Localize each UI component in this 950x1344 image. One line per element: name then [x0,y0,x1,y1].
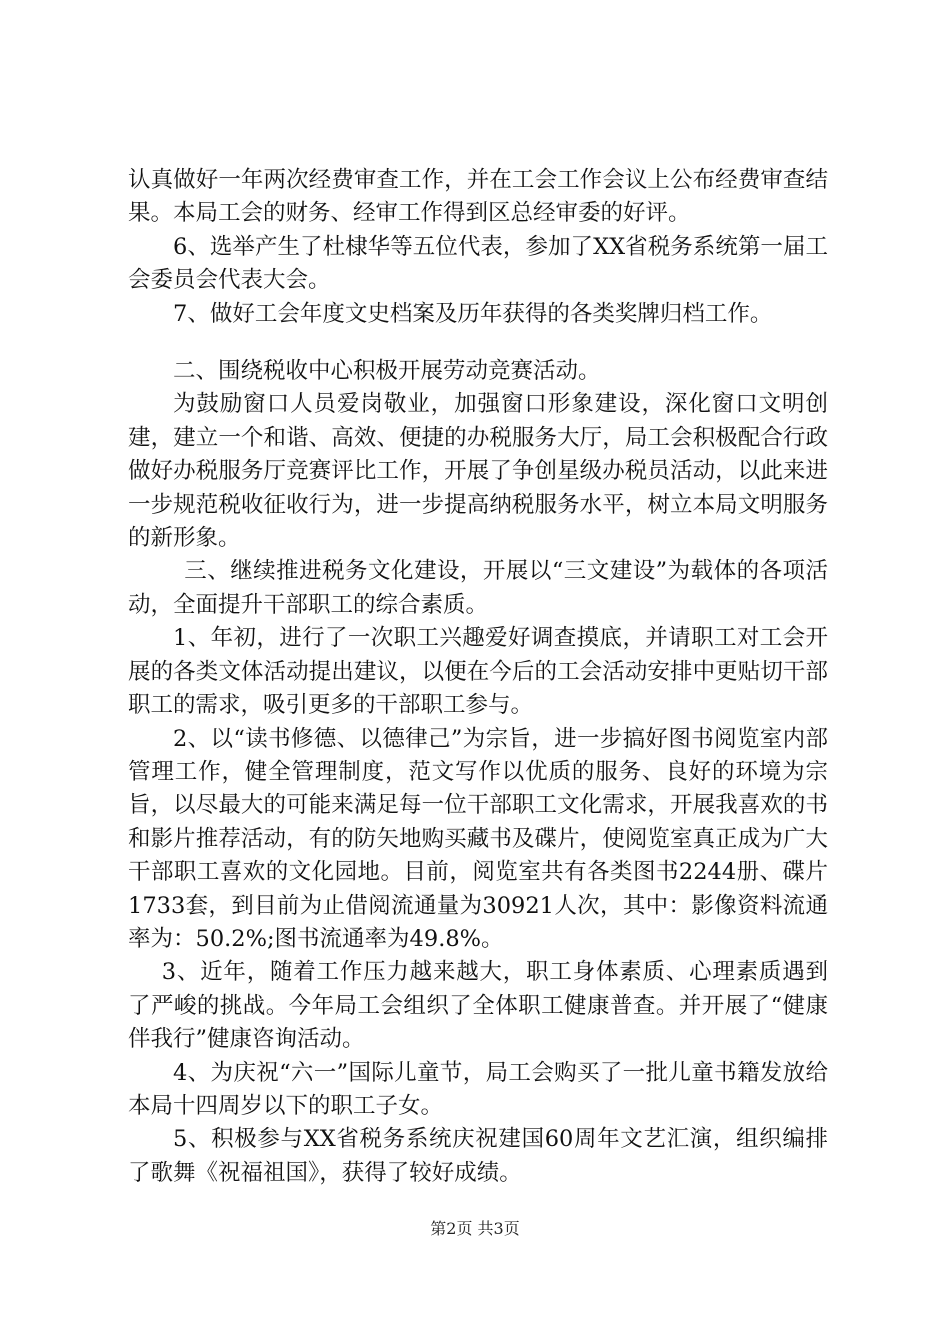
paragraph-item-6: 6、选举产生了杜棣华等五位代表，参加了XX省税务系统第一届工会委员会代表大会。 [128,233,828,294]
document-body [128,164,828,1190]
page-number-footer: 第2页 共3页 [430,1219,520,1238]
section-heading-3: 三、继续推进税务文化建设，开展以“三文建设”为载体的各项活动，全面提升干部职工的综合素质。 [128,558,828,618]
section-heading-2: 二、围绕税收中心积极开展劳动竞赛活动。 [173,358,601,385]
paragraph-item-7: 7、做好工会年度文史档案及历年获得的各类奖牌归档工作。 [173,300,773,327]
paragraph-audit-continuation: 认真做好一年两次经费审查工作，并在工会工作会议上公布经费审查结果。本局工会的财务、经审工作得到区总经审委的好评。 [128,167,828,227]
paragraph-culture-item-2: 2、以“读书修德、以德律己”为宗旨，进一步搞好图书阅览室内部管理工作，健全管理制度，范文写作以优质的服务、良好的环境为宗旨，以尽最大的可能来满足每一位干部职工文化需求，开展我喜欢的书和影片推荐活动，有的防矢地购买藏书及碟片，使阅览室真正成为广大干部职工喜欢的文化园地。目前，阅览室共有各类图书2244册、碟片1733套，到目前为止借阅流通量为30921人次，其中：影像资料流通率为：50.2%;图书流通率为49.8%。 [128,725,828,952]
paragraph-labor-competition: 为鼓励窗口人员爱岗敬业，加强窗口形象建设，深化窗口文明创建，建立一个和谐、高效、便捷的办税服务大厅，局工会积极配合行政做好办税服务厅竞赛评比工作，开展了争创星级办税员活动，以此来进一步规范税收征收行为，进一步提高纳税服务水平，树立本局文明服务的新形象。 [128,391,828,552]
paragraph-culture-item-1: 1、年初，进行了一次职工兴趣爱好调查摸底，并请职工对工会开展的各类文体活动提出建议，以便在今后的工会活动安排中更贴切干部职工的需求，吸引更多的干部职工参与。 [128,625,828,719]
paragraph-culture-item-5: 5、积极参与XX省税务系统庆祝建国60周年文艺汇演，组织编排了歌舞《祝福祖国》，获得了较好成绩。 [128,1126,828,1186]
paragraph-culture-item-3: 3、近年，随着工作压力越来越大，职工身体素质、心理素质遇到了严峻的挑战。今年局工会组织了全体职工健康普查。并开展了“健康伴我行”健康咨询活动。 [128,959,828,1053]
paragraph-culture-item-4: 4、为庆祝“六一”国际儿童节，局工会购买了一批儿童书籍发放给本局十四周岁以下的职工子女。 [128,1059,828,1119]
